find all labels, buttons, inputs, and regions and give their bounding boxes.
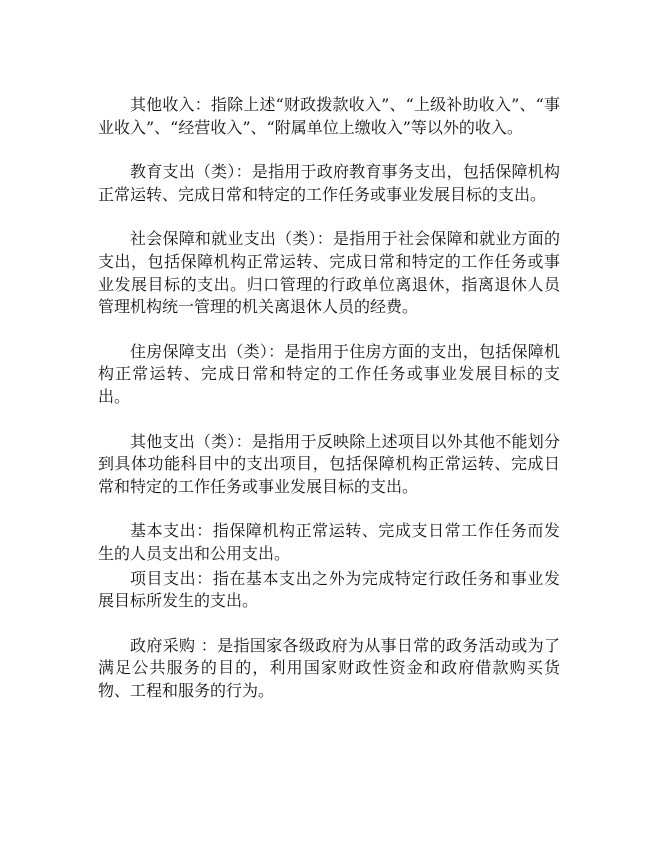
paragraph-education-expenditure: 教育支出（类）：是指用于政府教育事务支出，包括保障机构正常运转、完成日常和特定的工作任务或事业发展目标的支出。 <box>98 162 560 204</box>
paragraph-government-procurement: 政府采购 ：是指国家各级政府为从事日常的政务活动或为了满足公共服务的目的，利用国家财政性资金和政府借款购买货物、工程和服务的行为。 <box>98 635 560 700</box>
paragraph-other-expenditure: 其他支出（类）：是指用于反映除上述项目以外其他不能划分到具体功能科目中的支出项目，包括保障机构正常运转、完成日常和特定的工作任务或事业发展目标的支出。 <box>98 431 560 496</box>
paragraph-project-expenditure: 项目支出：指在基本支出之外为完成特定行政任务和事业发展目标所发生的支出。 <box>98 568 560 611</box>
paragraph-basic-expenditure: 基本支出：指保障机构正常运转、完成支日常工作任务而发生的人员支出和公用支出。 <box>98 521 560 563</box>
paragraph-social-security-expenditure: 社会保障和就业支出（类）：是指用于社会保障和就业方面的支出，包括保障机构正常运转、完成日常和特定的工作任务或事业发展目标的支出。归口管理的行政单位离退休，指离退休人员管理机构统一管理的机关离退休人员的经费。 <box>98 229 560 317</box>
paragraph-housing-expenditure: 住房保障支出（类）：是指用于住房方面的支出，包括保障机构正常运转、完成日常和特定的工作任务或事业发展目标的支出。 <box>98 341 560 406</box>
document-body <box>98 94 560 702</box>
paragraph-other-income: 其他收入：指除上述“财政拨款收入”、“上级补助收入”、“事业收入”、“经营收入”、“附属单位上缴收入”等以外的收入。 <box>98 95 560 137</box>
